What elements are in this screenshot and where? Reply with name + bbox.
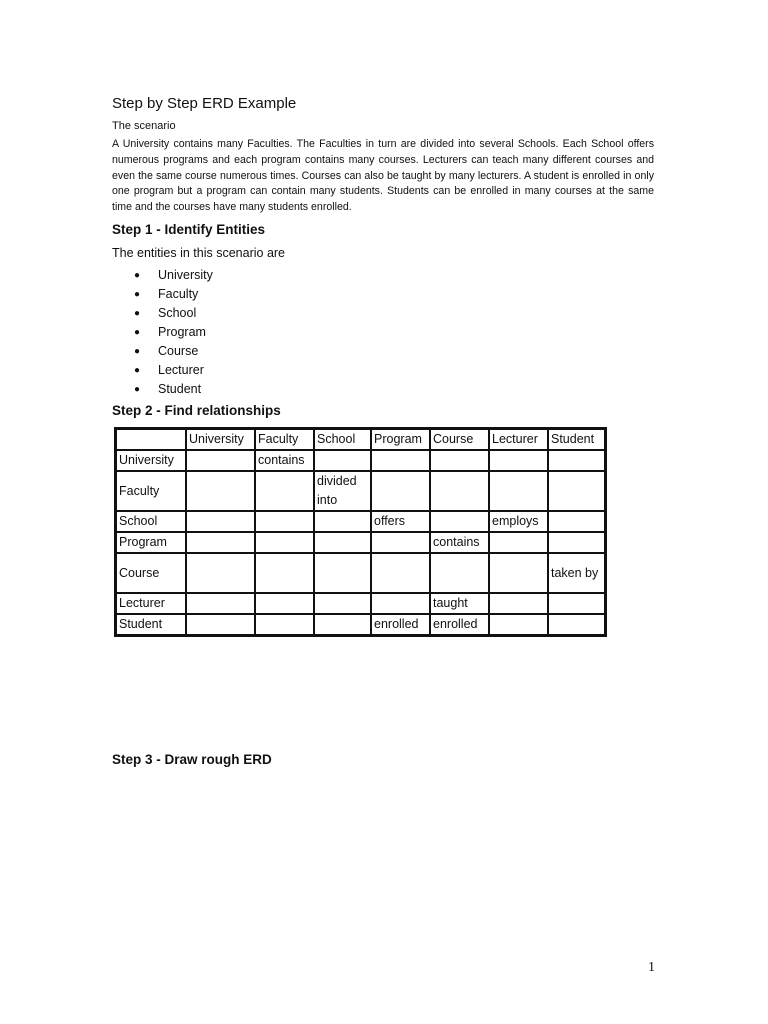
table-cell	[314, 593, 371, 614]
table-cell	[186, 450, 255, 471]
list-item	[112, 380, 213, 399]
entity-label: Lecturer	[158, 363, 204, 377]
table-cell	[186, 511, 255, 532]
table-cell: taught	[430, 593, 489, 614]
table-cell	[371, 532, 430, 553]
table-header-row	[116, 429, 605, 450]
table-row	[116, 532, 605, 553]
table-cell: contains	[430, 532, 489, 553]
entity-label: Program	[158, 325, 206, 339]
bullet-icon: ●	[134, 365, 141, 376]
table-cell: employs	[489, 511, 548, 532]
table-cell: enrolled	[430, 614, 489, 635]
table-row	[116, 553, 605, 593]
table-cell	[489, 553, 548, 593]
table-cell	[255, 614, 314, 635]
step2-heading: Step 2 - Find relationships	[112, 403, 281, 418]
table-cell	[548, 532, 605, 553]
page-title: Step by Step ERD Example	[112, 95, 297, 112]
entity-label: Faculty	[158, 287, 199, 301]
list-item	[112, 304, 213, 323]
table-cell: Faculty	[116, 471, 186, 511]
bullet-icon: ●	[134, 327, 141, 338]
table-cell: enrolled	[371, 614, 430, 635]
table-cell	[186, 553, 255, 593]
table-cell	[430, 511, 489, 532]
table-header-cell	[116, 429, 186, 450]
table-cell	[255, 511, 314, 532]
table-cell	[430, 471, 489, 511]
table-cell: Student	[116, 614, 186, 635]
table-cell	[548, 614, 605, 635]
table-cell	[489, 450, 548, 471]
table-cell: contains	[255, 450, 314, 471]
list-item	[112, 361, 213, 380]
table-cell	[371, 450, 430, 471]
table-row	[116, 614, 605, 635]
table-cell	[371, 553, 430, 593]
table-row	[116, 450, 605, 471]
table-header-cell: School	[314, 429, 371, 450]
table-cell	[548, 593, 605, 614]
table-cell: Lecturer	[116, 593, 186, 614]
table-cell	[186, 614, 255, 635]
table-header-cell: Faculty	[255, 429, 314, 450]
table-row	[116, 593, 605, 614]
table-cell	[255, 532, 314, 553]
page-number: 1	[648, 960, 655, 975]
list-item	[112, 323, 213, 342]
table-cell	[314, 450, 371, 471]
table-row	[116, 471, 605, 511]
table-cell: divided into	[314, 471, 371, 511]
entity-label: Student	[158, 382, 202, 396]
bullet-icon: ●	[134, 289, 141, 300]
table-cell	[186, 532, 255, 553]
table-cell: School	[116, 511, 186, 532]
step1-heading: Step 1 - Identify Entities	[112, 222, 266, 237]
table-cell: University	[116, 450, 186, 471]
table-cell	[314, 614, 371, 635]
bullet-icon: ●	[134, 308, 141, 319]
list-item	[112, 266, 213, 285]
table-cell	[489, 471, 548, 511]
entity-label: University	[158, 268, 213, 282]
table-cell	[489, 532, 548, 553]
table-cell	[255, 593, 314, 614]
table-cell	[548, 471, 605, 511]
list-item	[112, 342, 213, 361]
table-cell	[255, 471, 314, 511]
list-item	[112, 285, 213, 304]
table-header-cell: Student	[548, 429, 605, 450]
table-cell	[255, 553, 314, 593]
table-cell	[186, 593, 255, 614]
table-cell	[314, 553, 371, 593]
table-cell	[489, 593, 548, 614]
table-cell: Course	[116, 553, 186, 593]
table-cell	[548, 450, 605, 471]
table-cell	[371, 471, 430, 511]
entities-intro: The entities in this scenario are	[112, 246, 286, 260]
entity-list	[112, 266, 213, 399]
table-cell	[314, 511, 371, 532]
table-cell: taken by	[548, 553, 605, 593]
table-cell	[430, 450, 489, 471]
table-cell	[489, 614, 548, 635]
bullet-icon: ●	[134, 346, 141, 357]
table-cell	[548, 511, 605, 532]
scenario-paragraph: A University contains many Faculties. The Faculties in turn are divided into several Schools. Each School offers numerous programs and each program contains many courses. Lecturers can teach many different courses and even the same course numerous times. Courses can also be taught by many lecturers. A student is enrolled in only one program but a program can contain many students. Students can be enrolled in many courses at the same time and the courses have many students enrolled.	[112, 138, 654, 214]
table-row	[116, 511, 605, 532]
table-header-cell: University	[186, 429, 255, 450]
table-cell	[186, 471, 255, 511]
bullet-icon: ●	[134, 270, 141, 281]
bullet-icon: ●	[134, 384, 141, 395]
scenario-subtitle: The scenario	[112, 120, 176, 132]
relationship-table	[114, 427, 607, 637]
table-cell: offers	[371, 511, 430, 532]
entity-label: Course	[158, 344, 199, 358]
table-cell	[430, 553, 489, 593]
entity-label: School	[158, 306, 197, 320]
table-cell	[314, 532, 371, 553]
table-header-cell: Course	[430, 429, 489, 450]
table-cell	[371, 593, 430, 614]
step3-heading: Step 3 - Draw rough ERD	[112, 752, 272, 767]
table-header-cell: Lecturer	[489, 429, 548, 450]
table-cell: Program	[116, 532, 186, 553]
table-header-cell: Program	[371, 429, 430, 450]
